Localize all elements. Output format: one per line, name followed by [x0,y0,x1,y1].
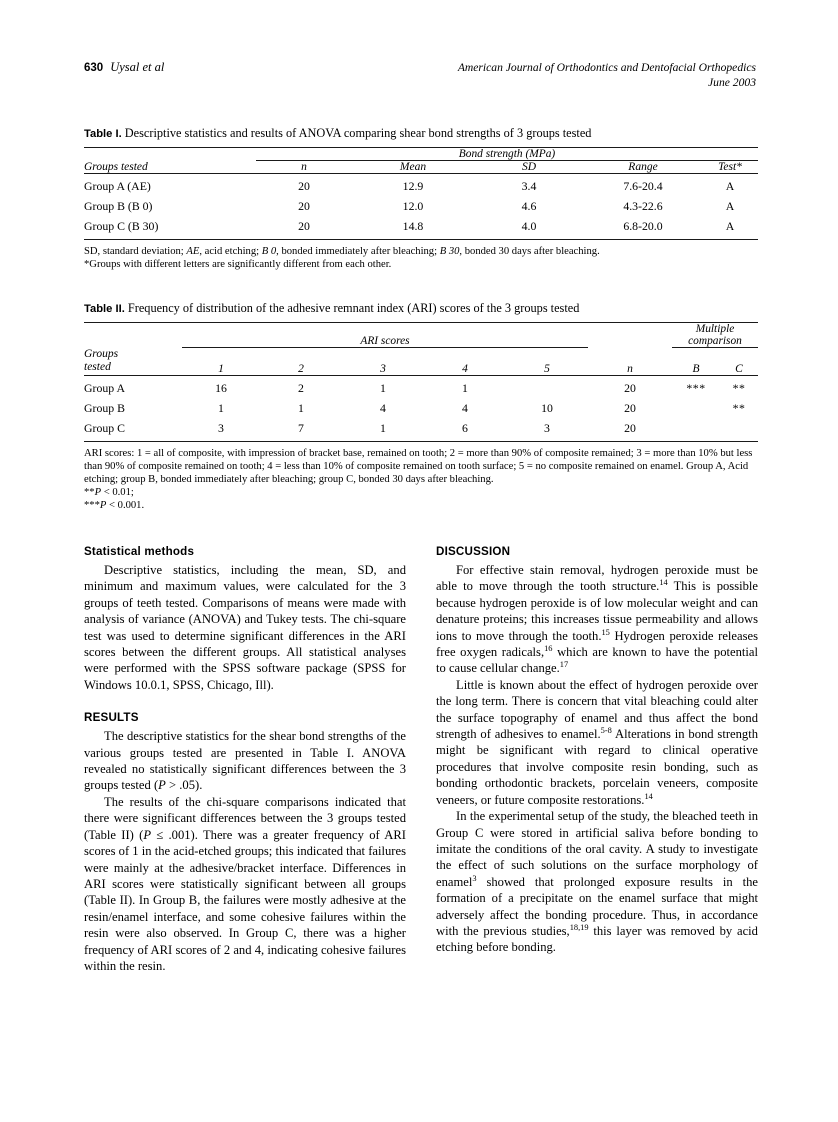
table-2-block [84,301,758,513]
table-2-r0-b: *** [686,380,706,395]
table-2-r1-s2: 1 [298,400,304,415]
table-2-r0-group: Group A [84,380,125,395]
issue-date: June 2003 [708,76,756,89]
body-columns [84,545,758,1045]
table-1-r2-n: 20 [298,219,310,233]
table-2 [84,322,758,442]
table-2-r2-n: 20 [624,420,636,435]
table-2-col-1: 1 [218,362,224,375]
table-1-r0-range: 7.6-20.4 [623,179,663,193]
table-2-col-4: 4 [462,362,468,375]
table-2-col-2: 2 [298,362,304,375]
table-2-r0-s5 [506,376,588,399]
table-1 [84,147,758,240]
table-row [84,376,758,399]
table-2-col-n: n [627,362,633,375]
reference-marker: 14 [644,791,653,801]
table-2-r2-s1: 3 [218,420,224,435]
statistical-methods-paragraph-1: Descriptive statistics, including the mean, SD, and minimum and maximum values, were calculated for the 3 groups of teeth tested. Comparisons of means were made with analysis of variance (ANOVA) and Tukey tests. The chi-square test was used to determine significant differences in the ARI scores between the different groups. All statistical analyses were performed with the SPSS software package (SPSS for Windows 10.0.1, SPSS, Chicago, Ill). [84,563,406,692]
page-number: 630 [84,62,104,74]
table-1-column-header-row [84,161,758,174]
results-paragraph-2: The results of the chi-square comparisons indicated that there were significant differences between the 3 groups tested (Table II) (P ≤ .001). There was a greater frequency of ARI scores of 1 in the acid-etched groups; this indicated that failures were mainly at the adhesive/bracket interface. Differences in ARI scores were statistically significant between all groups (Table II). In Group B, the failures were mostly adhesive at the resin/enamel interface, and some cohesive failures within the resin were also observed. In Group C, there was a higher frequency of ARI scores of 2 and 4, indicating cohesive failures within the resin. [84,794,406,973]
table-2-r0-s4: 1 [462,380,468,395]
table-1-col-range: Range [628,161,658,173]
table-2-footnote-0: ARI scores: 1 = all of composite, with impression of bracket base, remained on tooth; 2 = more than 90% of composite remained; 3 = more than 10% but less than 90% of composite remained on tooth; 4 = less than 10% of composite remained on tooth surface; 5 = no composite remained on enamel. Group A, Acid etching; group B, bonded immediately after bleaching; group C, bonded 30 days after bleaching. [84,447,753,485]
table-row [84,398,758,418]
table-2-row-label-line2: tested [84,361,111,373]
table-1-r1-range: 4.3-22.6 [623,199,663,213]
table-2-r1-n: 20 [624,400,636,415]
table-2-r2-group: Group C [84,420,125,435]
table-2-r2-s5: 3 [544,420,550,435]
table-1-caption [84,126,758,142]
table-2-caption [84,301,758,317]
table-1-footnotes [84,245,758,271]
table-2-row-label-head [84,348,182,376]
discussion-paragraph-2: Little is known about the effect of hydrogen peroxide over the long term. There is concern that vital bleaching could alter the surface topography of enamel and thus affect the bond strength of adhesives to enamel.$^{5-8}$ Alterations in bond strength might be significant with regard to clinical operative procedures that involve composite resin bonding, such as bonding orthodontic brackets, porcelain veneers, composite veneers, or future composite restorations.$^{14}$ [436,677,758,807]
table-2-r1-s4: 4 [462,400,468,415]
running-head-authors: Uysal et al [110,60,165,74]
running-head [84,60,756,96]
table-1-r0-n: 20 [298,179,310,193]
table-2-r0-n: 20 [624,380,636,395]
table-2-col-b: B [692,362,700,375]
table-2-group-header-row [84,323,758,347]
table-row [84,418,758,441]
reference-marker: 16 [544,643,553,653]
section-heading-discussion: DISCUSSION [436,545,511,558]
table-1-col-groups: Groups tested [84,161,148,173]
table-2-footnote-2: ***P < 0.001. [84,500,145,512]
table-1-span-header: Bond strength (MPa) [458,148,556,160]
table-1-r1-group: Group B (B 0) [84,199,153,213]
table-2-r1-b [672,398,720,418]
table-1-r2-mean: 14.8 [402,219,424,233]
table-2-r1-c: ** [732,400,746,415]
table-2-label: Table II. [84,303,125,315]
table-1-r1-mean: 12.0 [402,199,424,213]
table-1-r1-test: A [725,199,735,213]
left-column [84,545,406,974]
reference-marker: 5-8 [600,725,612,735]
table-1-bottom-rule [84,240,758,241]
table-1-col-sd: SD [521,161,537,173]
table-1-r1-n: 20 [298,199,310,213]
table-2-r0-s3: 1 [380,380,386,395]
table-1-r0-mean: 12.9 [402,179,424,193]
table-1-r2-sd: 4.0 [521,219,537,233]
results-paragraph-1: The descriptive statistics for the shear bond strengths of the various groups tested are presented in Table I. ANOVA revealed no statistically significant differences between the 3 groups tested (P > .05). [84,729,406,793]
section-heading-results: RESULTS [84,711,139,725]
table-1-col-test: Test* [718,161,742,173]
table-2-span-header-ari: ARI scores [360,335,410,347]
table-1-r0-test: A [725,179,735,193]
table-1-footnote-1: *Groups with different letters are significantly different from each other. [84,259,392,271]
table-2-col-c: C [735,362,743,375]
table-2-footnote-1: **P < 0.01; [84,487,134,499]
table-1-r0-group: Group A (AE) [84,179,151,193]
table-1-block [84,126,758,271]
table-2-r2-s4: 6 [462,420,468,435]
right-column [436,545,758,956]
table-2-r1-group: Group B [84,400,125,415]
reference-marker: 18,19 [569,922,589,932]
table-row [84,197,758,217]
reference-marker: 17 [559,660,569,670]
table-2-r0-s2: 2 [298,380,304,395]
discussion-paragraph-3: In the experimental setup of the study, the bleached teeth in Group C were stored in artificial saliva before bonding to imitate the conditions of the oral cavity. A study to investigate the effect of such solutions on the surface morphology of enamel$^3$ showed that prolonged exposure results in the formation of a precipitate on the enamel surface that might adversely affect the bonding procedure. Thus, in accordance with the previous studies,$^{18,19}$ this layer was removed by acid etching before bonding. [436,809,758,955]
table-2-bottom-rule [84,441,758,442]
table-1-r2-group: Group C (B 30) [84,219,159,233]
table-2-r1-s3: 4 [380,400,386,415]
table-row [84,217,758,240]
table-2-r0-c: ** [732,380,746,395]
table-1-col-mean: Mean [399,161,427,173]
reference-marker: 15 [601,627,610,637]
table-2-column-header-row [84,348,758,376]
table-1-r2-range: 6.8-20.0 [623,219,663,233]
reference-marker: 14 [659,578,668,588]
table-2-footnotes [84,447,758,513]
table-2-r2-b [672,418,720,441]
table-2-r2-c [720,418,758,441]
table-2-col-3: 3 [380,362,386,375]
journal-title: American Journal of Orthodontics and Dentofacial Orthopedics [457,61,756,74]
table-1-footnote-0: SD, standard deviation; AE, acid etching; B 0, bonded immediately after bleaching; B 30, bonded 30 days after bleaching. [84,246,600,257]
table-2-r1-s1: 1 [218,400,224,415]
reference-marker: 3 [472,873,477,883]
table-1-r2-test: A [725,219,735,233]
table-1-r1-sd: 4.6 [521,199,537,213]
table-1-caption-text: Descriptive statistics and results of ANOVA comparing shear bond strengths of 3 groups tested [124,126,592,140]
table-2-r1-s5: 10 [541,400,553,415]
table-2-span-header-multiple: Multiple comparison [688,323,742,347]
table-1-group-header-row [84,148,758,160]
table-1-col-n: n [301,161,307,173]
table-2-row-label-line1: Groups [84,347,119,360]
section-heading-statistical-methods: Statistical methods [84,545,195,558]
table-2-col-5: 5 [544,362,550,375]
discussion-paragraph-1: For effective stain removal, hydrogen peroxide must be able to move through the tooth structure.$^{14}$ This is possible because hydrogen peroxide is of low molecular weight and can denature proteins; this increases tissue permeability and allows ions to move through the tooth.$^{15}$ Hydrogen peroxide releases free oxygen radicals,$^{16}$ which are known to have the potential to cause cellular change.$^{17}$ [436,563,758,676]
table-row [84,174,758,197]
table-2-caption-text: Frequency of distribution of the adhesive remnant index (ARI) scores of the 3 groups tested [127,301,580,315]
table-2-r0-s1: 16 [215,380,227,395]
table-2-r2-s2: 7 [298,420,304,435]
table-1-r0-sd: 3.4 [521,179,537,193]
table-1-label: Table I. [84,128,122,140]
running-head-right [458,60,756,90]
running-head-left [84,60,164,75]
table-2-r2-s3: 1 [380,420,386,435]
